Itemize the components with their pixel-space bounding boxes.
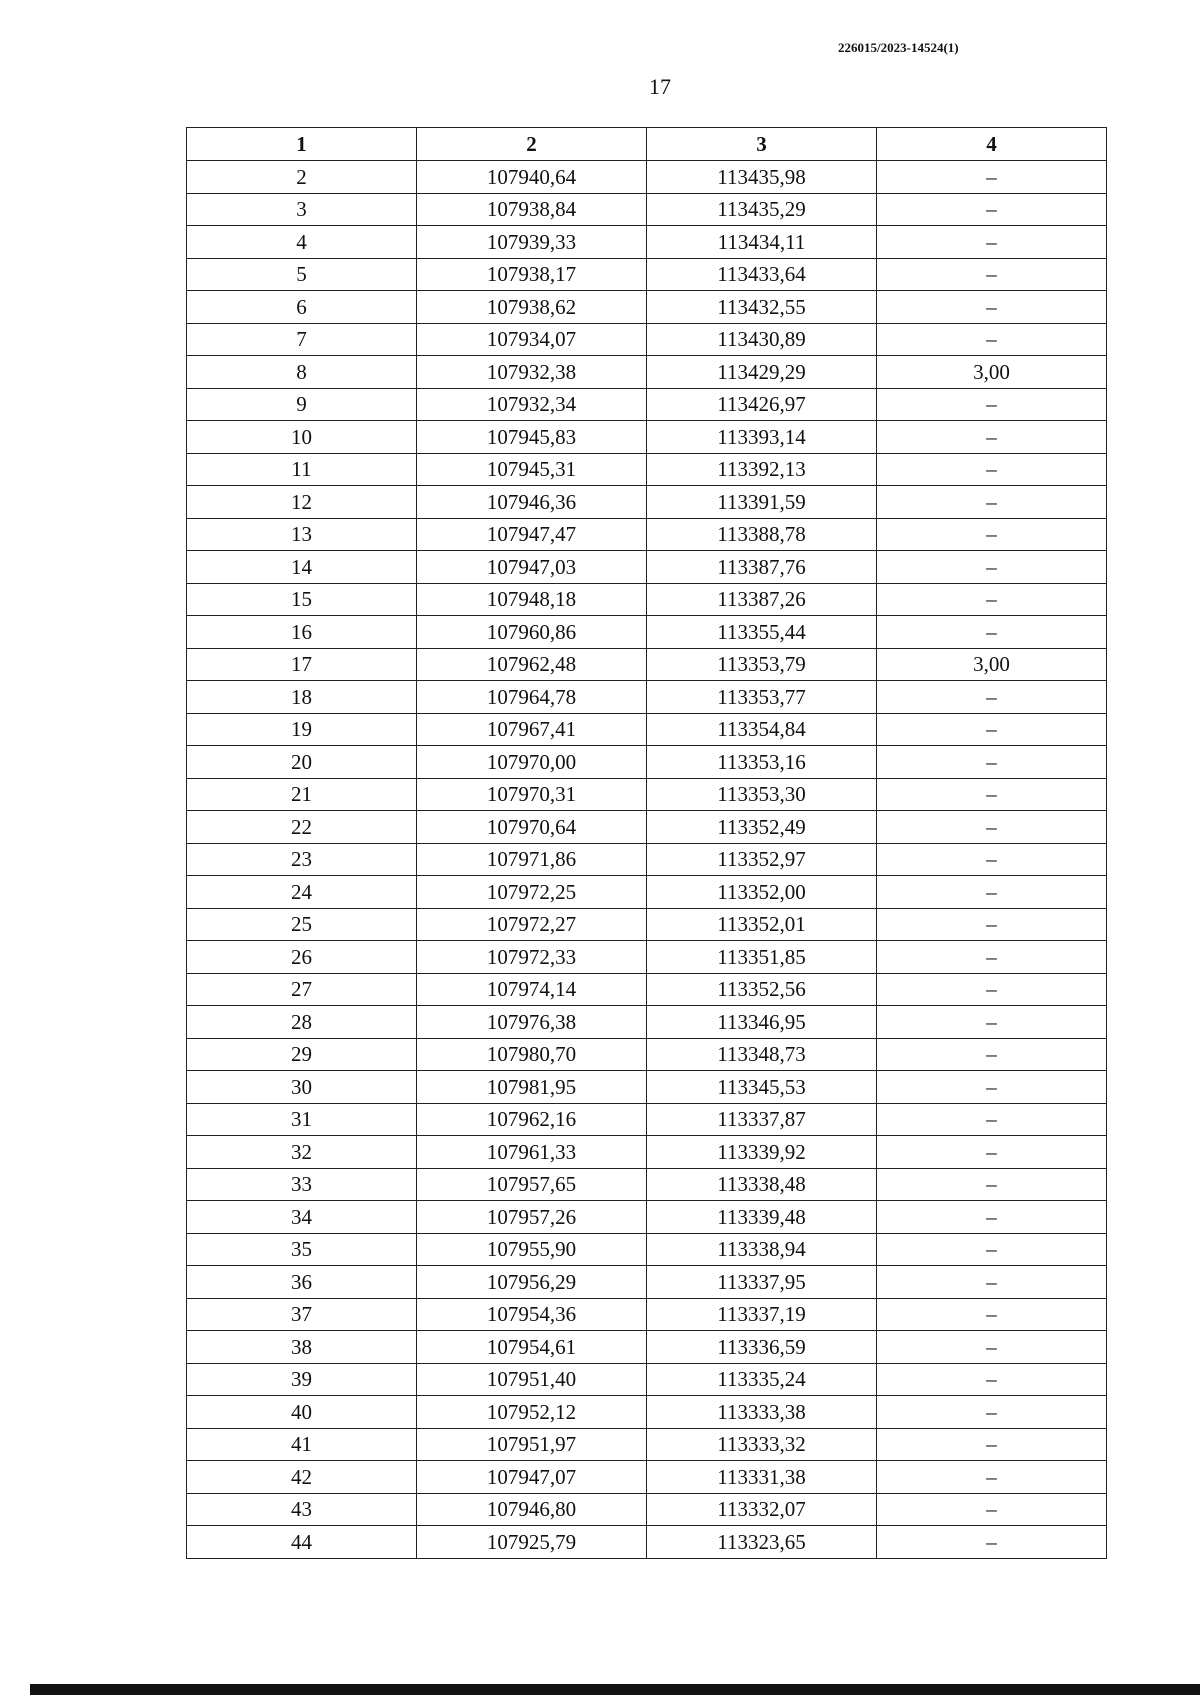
table-cell-col3: 113333,32	[647, 1428, 877, 1461]
table-row	[187, 323, 1107, 356]
table-cell-col1: 10	[187, 421, 417, 454]
table-cell-col2: 107967,41	[417, 713, 647, 746]
table-cell-col2: 107970,64	[417, 811, 647, 844]
table-cell-col4: –	[877, 583, 1107, 616]
table-cell-col3: 113333,38	[647, 1396, 877, 1429]
page-number: 17	[649, 74, 671, 99]
table-row	[187, 1363, 1107, 1396]
table-row	[187, 778, 1107, 811]
scan-edge-bar	[30, 1684, 1200, 1695]
table-row	[187, 551, 1107, 584]
table-row	[187, 1168, 1107, 1201]
table-cell-col3: 113353,16	[647, 746, 877, 779]
table-cell-col4: –	[877, 421, 1107, 454]
column-header-3: 3	[647, 128, 877, 161]
table-row	[187, 746, 1107, 779]
table-cell-col2: 107951,40	[417, 1363, 647, 1396]
table-cell-col1: 22	[187, 811, 417, 844]
table-row	[187, 453, 1107, 486]
table-row	[187, 1331, 1107, 1364]
table-cell-col4: –	[877, 453, 1107, 486]
table-cell-col4: –	[877, 291, 1107, 324]
table-cell-col2: 107974,14	[417, 973, 647, 1006]
table-cell-col2: 107948,18	[417, 583, 647, 616]
table-cell-col1: 14	[187, 551, 417, 584]
table-cell-col1: 36	[187, 1266, 417, 1299]
table-cell-col1: 28	[187, 1006, 417, 1039]
table-cell-col3: 113354,84	[647, 713, 877, 746]
table-cell-col2: 107946,80	[417, 1493, 647, 1526]
table-row	[187, 1038, 1107, 1071]
table-cell-col2: 107972,33	[417, 941, 647, 974]
table-cell-col1: 27	[187, 973, 417, 1006]
table-cell-col3: 113353,77	[647, 681, 877, 714]
table-cell-col2: 107972,25	[417, 876, 647, 909]
table-cell-col1: 13	[187, 518, 417, 551]
table-cell-col1: 21	[187, 778, 417, 811]
table-cell-col3: 113352,56	[647, 973, 877, 1006]
table-row	[187, 811, 1107, 844]
table-cell-col4: –	[877, 1363, 1107, 1396]
table-cell-col4: –	[877, 226, 1107, 259]
table-cell-col4: –	[877, 713, 1107, 746]
table-cell-col2: 107972,27	[417, 908, 647, 941]
table-cell-col4: –	[877, 486, 1107, 519]
table-row	[187, 616, 1107, 649]
table-cell-col4: –	[877, 551, 1107, 584]
table-cell-col4: –	[877, 1071, 1107, 1104]
table-cell-col2: 107938,62	[417, 291, 647, 324]
coordinates-table	[186, 127, 1107, 1559]
table-cell-col3: 113323,65	[647, 1526, 877, 1559]
table-cell-col1: 42	[187, 1461, 417, 1494]
table-cell-col2: 107940,64	[417, 161, 647, 194]
table-cell-col1: 24	[187, 876, 417, 909]
table-cell-col1: 2	[187, 161, 417, 194]
table-cell-col2: 107946,36	[417, 486, 647, 519]
table-cell-col1: 15	[187, 583, 417, 616]
table-cell-col2: 107980,70	[417, 1038, 647, 1071]
table-cell-col2: 107964,78	[417, 681, 647, 714]
table-row	[187, 941, 1107, 974]
table-cell-col1: 9	[187, 388, 417, 421]
table-cell-col1: 7	[187, 323, 417, 356]
table-cell-col2: 107951,97	[417, 1428, 647, 1461]
table-cell-col1: 38	[187, 1331, 417, 1364]
table-cell-col4: –	[877, 616, 1107, 649]
table-cell-col3: 113432,55	[647, 291, 877, 324]
table-row	[187, 421, 1107, 454]
table-cell-col4: –	[877, 1136, 1107, 1169]
table-row	[187, 908, 1107, 941]
table-cell-col2: 107971,86	[417, 843, 647, 876]
table-cell-col3: 113345,53	[647, 1071, 877, 1104]
table-cell-col2: 107956,29	[417, 1266, 647, 1299]
table-cell-col3: 113331,38	[647, 1461, 877, 1494]
table-cell-col4: –	[877, 746, 1107, 779]
table-cell-col4: –	[877, 1396, 1107, 1429]
table-cell-col1: 11	[187, 453, 417, 486]
table-cell-col1: 33	[187, 1168, 417, 1201]
table-cell-col1: 30	[187, 1071, 417, 1104]
table-cell-col2: 107947,47	[417, 518, 647, 551]
table-cell-col3: 113352,97	[647, 843, 877, 876]
table-cell-col3: 113352,49	[647, 811, 877, 844]
table-cell-col3: 113353,79	[647, 648, 877, 681]
table-cell-col3: 113338,94	[647, 1233, 877, 1266]
table-row	[187, 258, 1107, 291]
table-cell-col4: –	[877, 161, 1107, 194]
table-row	[187, 388, 1107, 421]
table-cell-col2: 107947,03	[417, 551, 647, 584]
table-cell-col4: –	[877, 1298, 1107, 1331]
table-cell-col3: 113426,97	[647, 388, 877, 421]
table-cell-col1: 4	[187, 226, 417, 259]
table-cell-col1: 18	[187, 681, 417, 714]
table-cell-col3: 113387,26	[647, 583, 877, 616]
table-cell-col4: –	[877, 193, 1107, 226]
table-cell-col2: 107938,17	[417, 258, 647, 291]
table-cell-col1: 16	[187, 616, 417, 649]
table-cell-col1: 8	[187, 356, 417, 389]
table-cell-col4: 3,00	[877, 648, 1107, 681]
table-row	[187, 1493, 1107, 1526]
table-cell-col4: –	[877, 1006, 1107, 1039]
table-cell-col3: 113393,14	[647, 421, 877, 454]
table-cell-col4: 3,00	[877, 356, 1107, 389]
table-cell-col4: –	[877, 1461, 1107, 1494]
table-row	[187, 1526, 1107, 1559]
table-row	[187, 1266, 1107, 1299]
table-cell-col2: 107945,83	[417, 421, 647, 454]
table-cell-col1: 41	[187, 1428, 417, 1461]
table-cell-col3: 113434,11	[647, 226, 877, 259]
table-cell-col3: 113388,78	[647, 518, 877, 551]
table-cell-col2: 107970,31	[417, 778, 647, 811]
table-row	[187, 356, 1107, 389]
table-cell-col4: –	[877, 843, 1107, 876]
table-row	[187, 193, 1107, 226]
table-row	[187, 681, 1107, 714]
table-cell-col3: 113391,59	[647, 486, 877, 519]
table-cell-col2: 107932,34	[417, 388, 647, 421]
table-cell-col3: 113339,92	[647, 1136, 877, 1169]
table-header-row	[187, 128, 1107, 161]
table-row	[187, 1233, 1107, 1266]
table-cell-col4: –	[877, 1493, 1107, 1526]
table-row	[187, 1461, 1107, 1494]
table-row	[187, 843, 1107, 876]
table-cell-col2: 107932,38	[417, 356, 647, 389]
table-row	[187, 1428, 1107, 1461]
table-cell-col3: 113429,29	[647, 356, 877, 389]
table-cell-col3: 113430,89	[647, 323, 877, 356]
table-cell-col1: 3	[187, 193, 417, 226]
table-cell-col3: 113335,24	[647, 1363, 877, 1396]
table-cell-col4: –	[877, 1331, 1107, 1364]
table-cell-col3: 113346,95	[647, 1006, 877, 1039]
table-cell-col4: –	[877, 681, 1107, 714]
table-cell-col3: 113348,73	[647, 1038, 877, 1071]
table-cell-col2: 107962,48	[417, 648, 647, 681]
table-cell-col3: 113337,87	[647, 1103, 877, 1136]
table-cell-col1: 31	[187, 1103, 417, 1136]
table-cell-col3: 113353,30	[647, 778, 877, 811]
table-row	[187, 226, 1107, 259]
table-row	[187, 1136, 1107, 1169]
table-cell-col2: 107939,33	[417, 226, 647, 259]
table-cell-col4: –	[877, 258, 1107, 291]
table-cell-col1: 23	[187, 843, 417, 876]
column-header-2: 2	[417, 128, 647, 161]
table-cell-col2: 107952,12	[417, 1396, 647, 1429]
table-cell-col4: –	[877, 1201, 1107, 1234]
table-cell-col3: 113435,29	[647, 193, 877, 226]
table-cell-col1: 34	[187, 1201, 417, 1234]
table-cell-col4: –	[877, 1428, 1107, 1461]
table-row	[187, 1396, 1107, 1429]
table-header	[187, 128, 1107, 161]
table-cell-col4: –	[877, 876, 1107, 909]
table-cell-col1: 12	[187, 486, 417, 519]
table-row	[187, 161, 1107, 194]
table-cell-col2: 107960,86	[417, 616, 647, 649]
table-cell-col1: 6	[187, 291, 417, 324]
table-cell-col1: 39	[187, 1363, 417, 1396]
table-cell-col3: 113337,95	[647, 1266, 877, 1299]
table-cell-col4: –	[877, 518, 1107, 551]
table-cell-col2: 107925,79	[417, 1526, 647, 1559]
table-cell-col4: –	[877, 941, 1107, 974]
table-cell-col2: 107945,31	[417, 453, 647, 486]
table-cell-col4: –	[877, 1266, 1107, 1299]
table-cell-col3: 113352,01	[647, 908, 877, 941]
table-cell-col3: 113336,59	[647, 1331, 877, 1364]
table-row	[187, 486, 1107, 519]
table-cell-col2: 107981,95	[417, 1071, 647, 1104]
table-cell-col3: 113433,64	[647, 258, 877, 291]
table-cell-col1: 32	[187, 1136, 417, 1169]
table-cell-col1: 19	[187, 713, 417, 746]
table-cell-col3: 113332,07	[647, 1493, 877, 1526]
table-cell-col2: 107954,61	[417, 1331, 647, 1364]
table-cell-col4: –	[877, 1526, 1107, 1559]
table-cell-col1: 5	[187, 258, 417, 291]
table-cell-col3: 113337,19	[647, 1298, 877, 1331]
table-cell-col4: –	[877, 1168, 1107, 1201]
table-row	[187, 1298, 1107, 1331]
table-cell-col2: 107957,26	[417, 1201, 647, 1234]
table-cell-col3: 113352,00	[647, 876, 877, 909]
table-cell-col3: 113338,48	[647, 1168, 877, 1201]
table-row	[187, 1103, 1107, 1136]
table-cell-col3: 113435,98	[647, 161, 877, 194]
table-cell-col1: 17	[187, 648, 417, 681]
table-cell-col4: –	[877, 811, 1107, 844]
table-cell-col3: 113392,13	[647, 453, 877, 486]
table-cell-col4: –	[877, 1038, 1107, 1071]
column-header-4: 4	[877, 128, 1107, 161]
table-cell-col4: –	[877, 908, 1107, 941]
table-cell-col1: 44	[187, 1526, 417, 1559]
table-cell-col3: 113351,85	[647, 941, 877, 974]
table-cell-col2: 107976,38	[417, 1006, 647, 1039]
column-header-1: 1	[187, 128, 417, 161]
table-cell-col3: 113387,76	[647, 551, 877, 584]
table-row	[187, 1071, 1107, 1104]
table-cell-col4: –	[877, 1233, 1107, 1266]
table-row	[187, 713, 1107, 746]
table-cell-col2: 107962,16	[417, 1103, 647, 1136]
table-cell-col1: 20	[187, 746, 417, 779]
table-row	[187, 1201, 1107, 1234]
table-row	[187, 973, 1107, 1006]
document-registration-number: 226015/2023-14524(1)	[838, 40, 959, 55]
table-cell-col2: 107957,65	[417, 1168, 647, 1201]
table-cell-col4: –	[877, 323, 1107, 356]
table-row	[187, 1006, 1107, 1039]
table-cell-col4: –	[877, 778, 1107, 811]
table-cell-col2: 107947,07	[417, 1461, 647, 1494]
table-cell-col1: 25	[187, 908, 417, 941]
table-row	[187, 291, 1107, 324]
table-cell-col2: 107961,33	[417, 1136, 647, 1169]
table-cell-col4: –	[877, 388, 1107, 421]
table-row	[187, 648, 1107, 681]
table-cell-col1: 43	[187, 1493, 417, 1526]
table-cell-col1: 35	[187, 1233, 417, 1266]
table-cell-col1: 40	[187, 1396, 417, 1429]
table-cell-col3: 113355,44	[647, 616, 877, 649]
table-cell-col1: 29	[187, 1038, 417, 1071]
table-cell-col2: 107954,36	[417, 1298, 647, 1331]
table-row	[187, 583, 1107, 616]
table-cell-col2: 107970,00	[417, 746, 647, 779]
table-row	[187, 518, 1107, 551]
table-cell-col2: 107955,90	[417, 1233, 647, 1266]
table-cell-col2: 107938,84	[417, 193, 647, 226]
table-cell-col3: 113339,48	[647, 1201, 877, 1234]
table-cell-col1: 37	[187, 1298, 417, 1331]
table-cell-col2: 107934,07	[417, 323, 647, 356]
table-cell-col1: 26	[187, 941, 417, 974]
table-body	[187, 161, 1107, 1559]
table-cell-col4: –	[877, 1103, 1107, 1136]
table-row	[187, 876, 1107, 909]
table-cell-col4: –	[877, 973, 1107, 1006]
